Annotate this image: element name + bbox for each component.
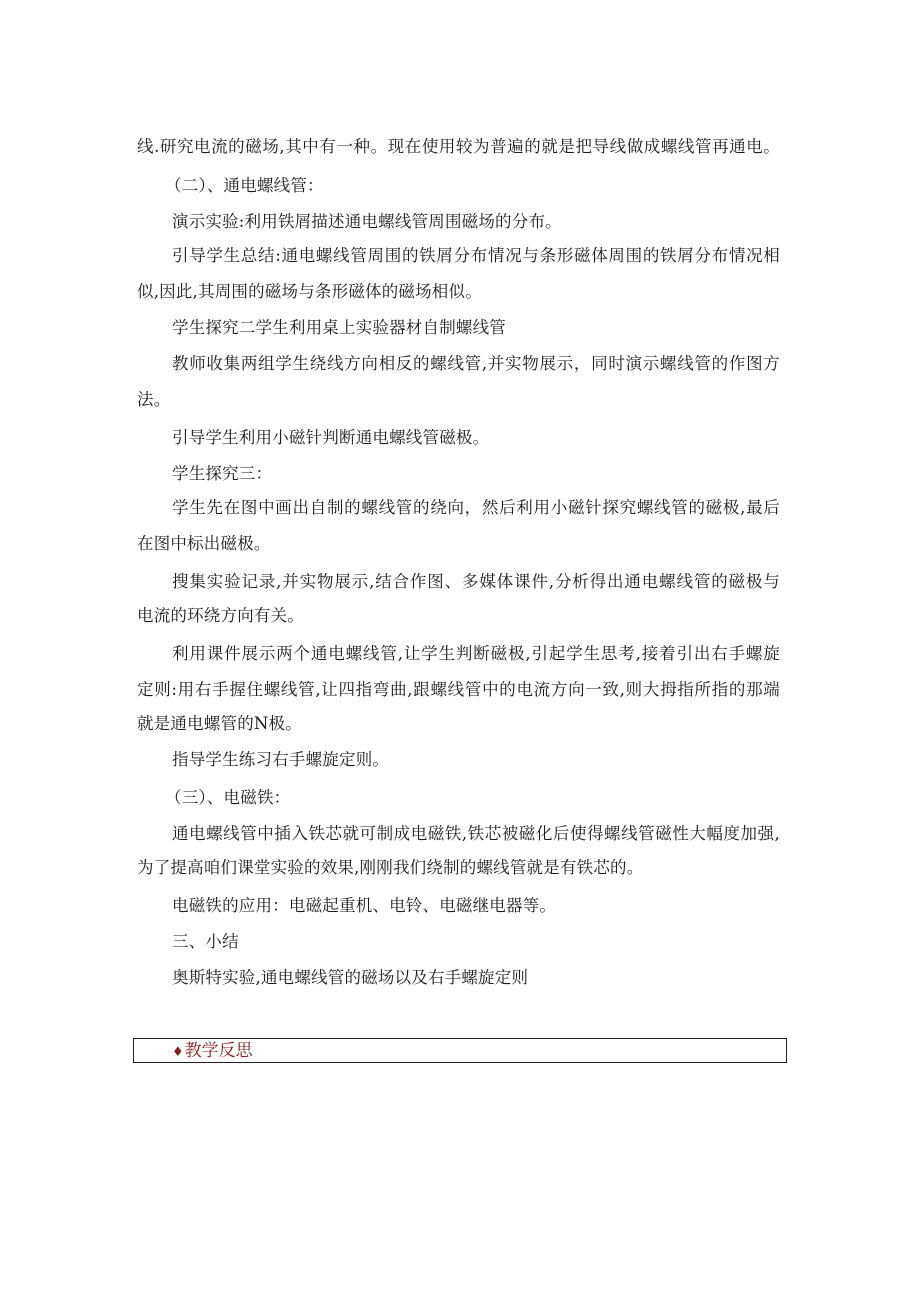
paragraph-line: 搜集实验记录,并实物展示,结合作图、多媒体课件,分析得出通电螺线管的磁极与 bbox=[172, 572, 780, 591]
paragraph-line: 学生先在图中画出自制的螺线管的绕向，然后利用小磁针探究螺线管的磁极,最后 bbox=[172, 498, 780, 517]
paragraph-line: 演示实验:利用铁屑描述通电螺线管周围磁场的分布。 bbox=[172, 212, 562, 231]
paragraph-line: 似,因此,其周围的磁场与条形磁体的磁场相似。 bbox=[137, 282, 482, 301]
paragraph-line: 奥斯特实验,通电螺线管的磁场以及右手螺旋定则 bbox=[172, 968, 529, 987]
paragraph-line: 利用课件展示两个通电螺线管,让学生判断磁极,引起学生思考,接着引出右手螺旋 bbox=[172, 644, 780, 663]
diamond-bullet-icon: ♦ bbox=[172, 1045, 184, 1060]
paragraph-line: 指导学生练习右手螺旋定则。 bbox=[172, 750, 390, 769]
paragraph-line: 在图中标出磁极。 bbox=[137, 534, 271, 553]
paragraph-line: 电流的环绕方向有关。 bbox=[137, 606, 304, 625]
reflection-box bbox=[133, 1038, 787, 1063]
paragraph-line: 通电螺线管中插入铁芯就可制成电磁铁,铁芯被磁化后使得螺线管磁性大幅度加强, bbox=[172, 824, 780, 843]
paragraph-line: 就是通电螺管的N极。 bbox=[137, 714, 302, 733]
paragraph-line: 为了提高咱们课堂实验的效果,刚刚我们绕制的螺线管就是有铁芯的。 bbox=[137, 858, 644, 877]
section-heading: （二）、通电螺线管： bbox=[165, 176, 324, 195]
section-heading: 三、小结 bbox=[172, 932, 239, 951]
paragraph-line: 学生探究三： bbox=[172, 464, 273, 483]
paragraph-line: 引导学生利用小磁针判断通电螺线管磁极。 bbox=[172, 428, 490, 447]
section-heading: （三）、电磁铁： bbox=[165, 788, 291, 807]
paragraph-line: 引导学生总结:通电螺线管周围的铁屑分布情况与条形磁体周围的铁屑分布情况相 bbox=[172, 246, 780, 265]
paragraph-line: 教师收集两组学生绕线方向相反的螺线管,并实物展示，同时演示螺线管的作图方 bbox=[172, 354, 780, 373]
reflection-title: 教学反思 bbox=[184, 1041, 253, 1061]
paragraph-line: 定则:用右手握住螺线管,让四指弯曲,跟螺线管中的电流方向一致,则大拇指所指的那端 bbox=[137, 680, 780, 699]
paragraph-line: 电磁铁的应用：电磁起重机、电铃、电磁继电器等。 bbox=[172, 896, 557, 915]
reflection-heading bbox=[172, 1041, 253, 1063]
paragraph-line: 线.研究电流的磁场,其中有一种。现在使用较为普遍的就是把导线做成螺线管再通电。 bbox=[137, 137, 780, 156]
paragraph-line: 法。 bbox=[137, 390, 171, 409]
paragraph-line: 学生探究二学生利用桌上实验器材自制螺线管 bbox=[172, 318, 506, 337]
